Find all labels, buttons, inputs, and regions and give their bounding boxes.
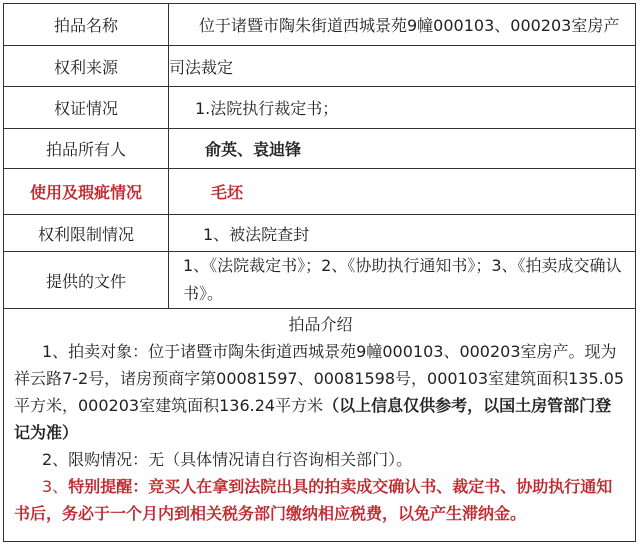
auction-info-table-container (3, 3, 636, 547)
intro-paragraph-2: 2、限购情况：无（具体情况请自行咨询相关部门）。 (42, 450, 413, 469)
row-intro (4, 309, 636, 542)
intro-cell (4, 309, 636, 542)
label-item-name: 拍品名称 (4, 4, 169, 46)
label-certificate: 权证情况 (4, 87, 169, 129)
row-usage-defects (4, 169, 636, 215)
intro-p1-text: 1、拍卖对象：位于诸暨市陶朱街道西城景苑9幢000103、000203室房产。现为祥云路7-2号，诸房预商字第00081597、00081598号，000103室建筑面积135.05平方米，000203室建筑面积136.24平方米 (14, 342, 625, 415)
row-documents (4, 252, 636, 309)
label-owner: 拍品所有人 (4, 129, 169, 169)
intro-title: 拍品介绍 (288, 315, 353, 334)
label-right-source: 权利来源 (4, 46, 169, 87)
label-restrictions: 权利限制情况 (4, 215, 169, 252)
intro-p3-warning: 特别提醒：竞买人在拿到法院出具的拍卖成交确认书、裁定书、协助执行通知书后，务必于一个月内到相关税务部门缴纳相应税费，以免产生滞纳金。 (14, 477, 613, 523)
value-restrictions: 1、被法院查封 (169, 215, 636, 252)
intro-p3-prefix: 3、 (42, 477, 69, 496)
value-usage-defects: 毛坯 (169, 169, 636, 215)
row-certificate (4, 87, 636, 129)
value-documents: 1、《法院裁定书》；2、《协助执行通知书》；3、《拍卖成交确认书》。 (169, 252, 636, 309)
row-restrictions (4, 215, 636, 252)
row-item-name (4, 4, 636, 46)
value-owner: 俞英、袁迪锋 (169, 129, 636, 169)
value-item-name: 位于诸暨市陶朱街道西城景苑9幢000103、000203室房产 (169, 4, 636, 46)
row-right-source (4, 46, 636, 87)
intro-p1-note: （以上信息仅供参考，以国土房管部门登记为准） (14, 396, 612, 442)
value-certificate: 1.法院执行裁定书； (169, 87, 636, 129)
row-owner (4, 129, 636, 169)
intro-paragraph-1 (14, 338, 627, 446)
intro-paragraph-3 (14, 473, 627, 527)
label-usage-defects: 使用及瑕疵情况 (4, 169, 169, 215)
auction-info-table (3, 3, 636, 542)
value-right-source: 司法裁定 (169, 46, 636, 87)
label-documents: 提供的文件 (4, 252, 169, 309)
